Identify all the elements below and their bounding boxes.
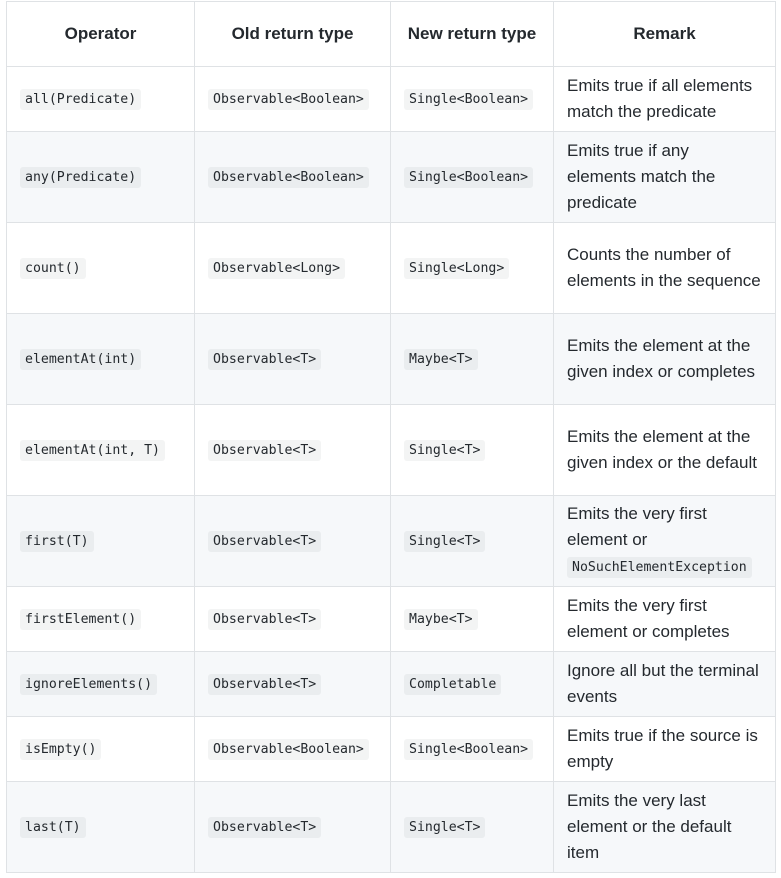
- operator-cell: [7, 782, 195, 873]
- remark-cell: [554, 652, 776, 717]
- table-row: [7, 652, 776, 717]
- remark-text: Emits true if the source is empty: [567, 726, 758, 771]
- new-return-type-code: Maybe<T>: [404, 609, 478, 630]
- old-return-type-cell: [195, 223, 391, 314]
- old-return-type-code: Observable<T>: [208, 349, 321, 370]
- old-return-type-cell: [195, 314, 391, 405]
- table-row: [7, 67, 776, 132]
- new-return-type-code: Single<T>: [404, 440, 485, 461]
- old-return-type-cell: [195, 782, 391, 873]
- old-return-type-cell: [195, 132, 391, 223]
- remark-cell: [554, 132, 776, 223]
- new-return-type-code: Single<T>: [404, 817, 485, 838]
- header-remark: Remark: [554, 2, 776, 67]
- operator-cell: [7, 223, 195, 314]
- operator-cell: [7, 652, 195, 717]
- remark-cell: [554, 223, 776, 314]
- old-return-type-code: Observable<T>: [208, 674, 321, 695]
- operator-cell: [7, 496, 195, 587]
- remark-text: Ignore all but the terminal events: [567, 661, 759, 706]
- new-return-type-cell: [391, 496, 554, 587]
- remark-cell: [554, 405, 776, 496]
- table-header-row: [7, 2, 776, 67]
- old-return-type-cell: [195, 652, 391, 717]
- old-return-type-cell: [195, 405, 391, 496]
- new-return-type-code: Single<Boolean>: [404, 167, 533, 188]
- new-return-type-cell: [391, 67, 554, 132]
- old-return-type-cell: [195, 67, 391, 132]
- new-return-type-code: Single<Long>: [404, 258, 509, 279]
- new-return-type-code: Single<Boolean>: [404, 739, 533, 760]
- remark-cell: [554, 67, 776, 132]
- remark-cell: [554, 587, 776, 652]
- new-return-type-code: Single<Boolean>: [404, 89, 533, 110]
- remark-cell: [554, 782, 776, 873]
- operator-cell: [7, 717, 195, 782]
- old-return-type-code: Observable<Boolean>: [208, 89, 369, 110]
- old-return-type-code: Observable<T>: [208, 531, 321, 552]
- table-row: [7, 782, 776, 873]
- new-return-type-cell: [391, 314, 554, 405]
- operator-code: ignoreElements(): [20, 674, 157, 695]
- new-return-type-code: Completable: [404, 674, 501, 695]
- table-row: [7, 496, 776, 587]
- old-return-type-code: Observable<Long>: [208, 258, 345, 279]
- new-return-type-cell: [391, 717, 554, 782]
- old-return-type-cell: [195, 587, 391, 652]
- operator-cell: [7, 314, 195, 405]
- remark-text: Emits the element at the given index or the default: [567, 427, 757, 472]
- operator-code: first(T): [20, 531, 94, 552]
- remark-text: Emits the very first element or completes: [567, 596, 730, 641]
- operator-cell: [7, 67, 195, 132]
- new-return-type-cell: [391, 132, 554, 223]
- table-row: [7, 717, 776, 782]
- remark-text: Emits the very first element or: [567, 504, 707, 549]
- new-return-type-code: Maybe<T>: [404, 349, 478, 370]
- new-return-type-cell: [391, 652, 554, 717]
- old-return-type-cell: [195, 496, 391, 587]
- remark-cell: [554, 314, 776, 405]
- table-row: [7, 314, 776, 405]
- operator-code: elementAt(int, T): [20, 440, 165, 461]
- remark-text: Emits true if all elements match the predicate: [567, 76, 753, 121]
- operator-code: any(Predicate): [20, 167, 141, 188]
- new-return-type-cell: [391, 405, 554, 496]
- table-row: [7, 587, 776, 652]
- new-return-type-cell: [391, 223, 554, 314]
- new-return-type-cell: [391, 587, 554, 652]
- header-new-return-type: New return type: [391, 2, 554, 67]
- remark-code: NoSuchElementException: [567, 557, 752, 578]
- old-return-type-code: Observable<T>: [208, 609, 321, 630]
- operator-code: count(): [20, 258, 86, 279]
- table-row: [7, 132, 776, 223]
- operator-code: isEmpty(): [20, 739, 101, 760]
- table-row: [7, 223, 776, 314]
- table-row: [7, 405, 776, 496]
- operators-table: [6, 1, 776, 873]
- old-return-type-code: Observable<T>: [208, 817, 321, 838]
- operator-cell: [7, 405, 195, 496]
- new-return-type-code: Single<T>: [404, 531, 485, 552]
- old-return-type-code: Observable<T>: [208, 440, 321, 461]
- remark-cell: [554, 496, 776, 587]
- operator-code: last(T): [20, 817, 86, 838]
- table-body: [7, 67, 776, 873]
- remark-text: Emits the very last element or the default item: [567, 791, 732, 862]
- remark-text: Emits true if any elements match the predicate: [567, 141, 716, 212]
- old-return-type-code: Observable<Boolean>: [208, 739, 369, 760]
- header-operator: Operator: [7, 2, 195, 67]
- remark-text: Emits the element at the given index or completes: [567, 336, 756, 381]
- old-return-type-cell: [195, 717, 391, 782]
- header-old-return-type: Old return type: [195, 2, 391, 67]
- operator-cell: [7, 587, 195, 652]
- operator-code: all(Predicate): [20, 89, 141, 110]
- operator-code: firstElement(): [20, 609, 141, 630]
- operator-cell: [7, 132, 195, 223]
- new-return-type-cell: [391, 782, 554, 873]
- remark-text: Counts the number of elements in the sequence: [567, 245, 761, 290]
- operator-code: elementAt(int): [20, 349, 141, 370]
- remark-cell: [554, 717, 776, 782]
- old-return-type-code: Observable<Boolean>: [208, 167, 369, 188]
